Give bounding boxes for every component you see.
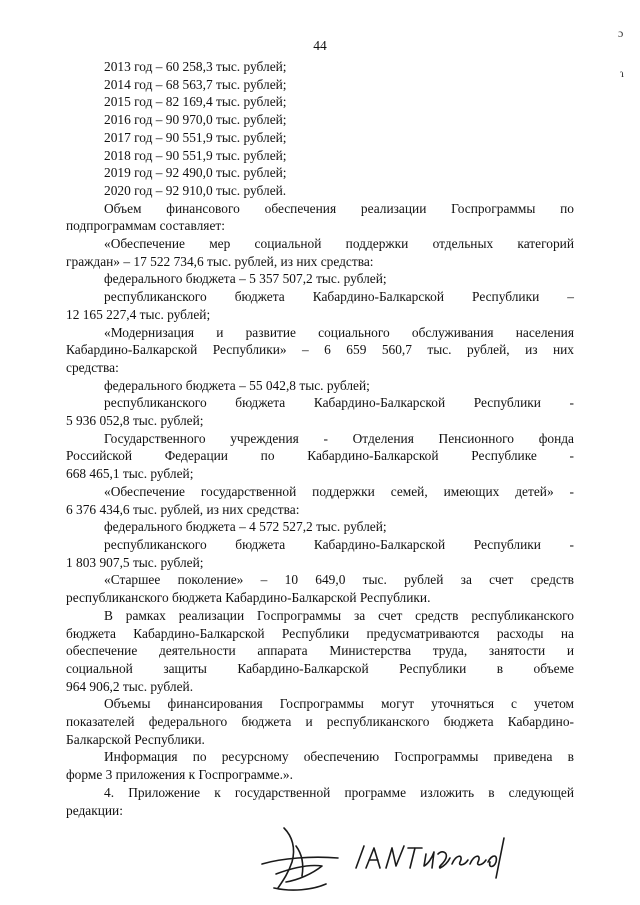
text-line: граждан» – 17 522 734,6 тыс. рублей, из них средства: <box>66 253 374 269</box>
text-line: Информация по ресурсному обеспечению Госпрограммы приведена в <box>104 749 574 765</box>
text-line: республиканского бюджета Кабардино-Балкарской Республики – <box>104 289 574 305</box>
year-line: 2013 год – 60 258,3 тыс. рублей; <box>104 59 287 74</box>
paragraph-refinement <box>66 695 574 748</box>
text-line: 1 803 907,5 тыс. рублей; <box>66 554 204 570</box>
text-line: 964 906,2 тыс. рублей. <box>66 678 194 694</box>
text-line: Балкарской Республики. <box>66 731 205 747</box>
year-line: 2015 год – 82 169,4 тыс. рублей; <box>104 94 287 110</box>
paragraph-subprogram-4 <box>66 571 574 606</box>
paragraph-subprogram-2 <box>66 324 574 377</box>
subprogram-2-pension-fund <box>66 430 574 483</box>
text-line: социальной защиты Кабардино-Балкарской Республики в объеме <box>66 660 574 676</box>
paragraph-resource-info <box>66 748 574 783</box>
text-line: «Обеспечение мер социальной поддержки отдельных категорий <box>104 236 574 252</box>
year-line: 2019 год – 92 490,0 тыс. рублей; <box>104 165 287 181</box>
text-line: редакции: <box>66 802 123 818</box>
year-line: 2016 год – 90 970,0 тыс. рублей; <box>104 112 287 128</box>
text-line: обеспечение деятельности аппарата Министерства труда, занятости и <box>66 643 574 659</box>
subprogram-1-republican <box>66 288 574 323</box>
subprogram-1-federal: федерального бюджета – 5 357 507,2 тыс. рублей; <box>104 271 387 287</box>
text-line: форме 3 приложения к Госпрограмме.». <box>66 767 293 783</box>
year-line: 2014 год – 68 563,7 тыс. рублей; <box>104 76 287 92</box>
text-line: Объемы финансирования Госпрограммы могут уточняться с учетом <box>104 696 574 712</box>
subprogram-3-republican <box>66 536 574 571</box>
text-line: 6 376 434,6 тыс. рублей, из них средства: <box>66 501 300 517</box>
text-line: «Старшее поколение» – 10 649,0 тыс. рублей за счет средств <box>104 572 574 588</box>
text-line: 5 936 052,8 тыс. рублей; <box>66 413 204 429</box>
text-line: В рамках реализации Госпрограммы за счет средств республиканского <box>104 607 574 623</box>
text-line: подпрограммам составляет: <box>66 218 225 234</box>
text-line: «Обеспечение государственной поддержки семей, имеющих детей» - <box>104 483 574 499</box>
text-line: Объем финансового обеспечения реализации Госпрограммы по <box>104 200 574 216</box>
page-number: 44 <box>313 38 327 53</box>
paragraph-subprogram-3 <box>66 483 574 518</box>
subprogram-2-federal: федерального бюджета – 55 042,8 тыс. рублей; <box>104 377 370 393</box>
text-line: Российской Федерации по Кабардино-Балкарской Республике - <box>66 448 574 464</box>
handwritten-signature <box>252 818 512 903</box>
document-body <box>66 58 574 819</box>
subprogram-3-federal: федерального бюджета – 4 572 527,2 тыс. рублей; <box>104 519 387 535</box>
paragraph-subprogram-1 <box>66 235 574 270</box>
text-line: бюджета Кабардино-Балкарской Республики предусматриваются расходы на <box>66 625 574 641</box>
year-line: 2018 год – 90 551,9 тыс. рублей; <box>104 147 287 163</box>
year-line: 2017 год – 90 551,9 тыс. рублей; <box>104 129 287 145</box>
text-line: республиканского бюджета Кабардино-Балкарской Республики. <box>66 590 431 606</box>
subprogram-2-republican <box>66 394 574 429</box>
yearly-funding-list <box>66 58 574 200</box>
year-line: 2020 год – 92 910,0 тыс. рублей. <box>104 182 287 198</box>
text-line: 12 165 227,4 тыс. рублей; <box>66 306 211 322</box>
text-line: 4. Приложение к государственной программе изложить в следующей <box>104 784 574 800</box>
text-line: средства: <box>66 359 119 375</box>
paragraph-volume <box>66 200 574 235</box>
paragraph-item-4 <box>66 784 574 819</box>
text-line: 668 465,1 тыс. рублей; <box>66 466 194 482</box>
text-line: «Модернизация и развитие социального обслуживания населения <box>104 324 574 340</box>
text-line: Кабардино-Балкарской Республики» – 6 659 560,7 тыс. рублей, из них <box>66 342 574 358</box>
text-line: Государственного учреждения - Отделения Пенсионного фонда <box>104 430 574 446</box>
edge-mark: ɿ <box>620 66 624 80</box>
paragraph-ministry-expenses <box>66 607 574 696</box>
text-line: показателей федерального бюджета и республиканского бюджета Кабардино- <box>66 714 574 730</box>
edge-mark: ɔ <box>618 26 624 40</box>
text-line: республиканского бюджета Кабардино-Балкарской Республики - <box>104 536 574 552</box>
text-line: республиканского бюджета Кабардино-Балкарской Республики - <box>104 395 574 411</box>
